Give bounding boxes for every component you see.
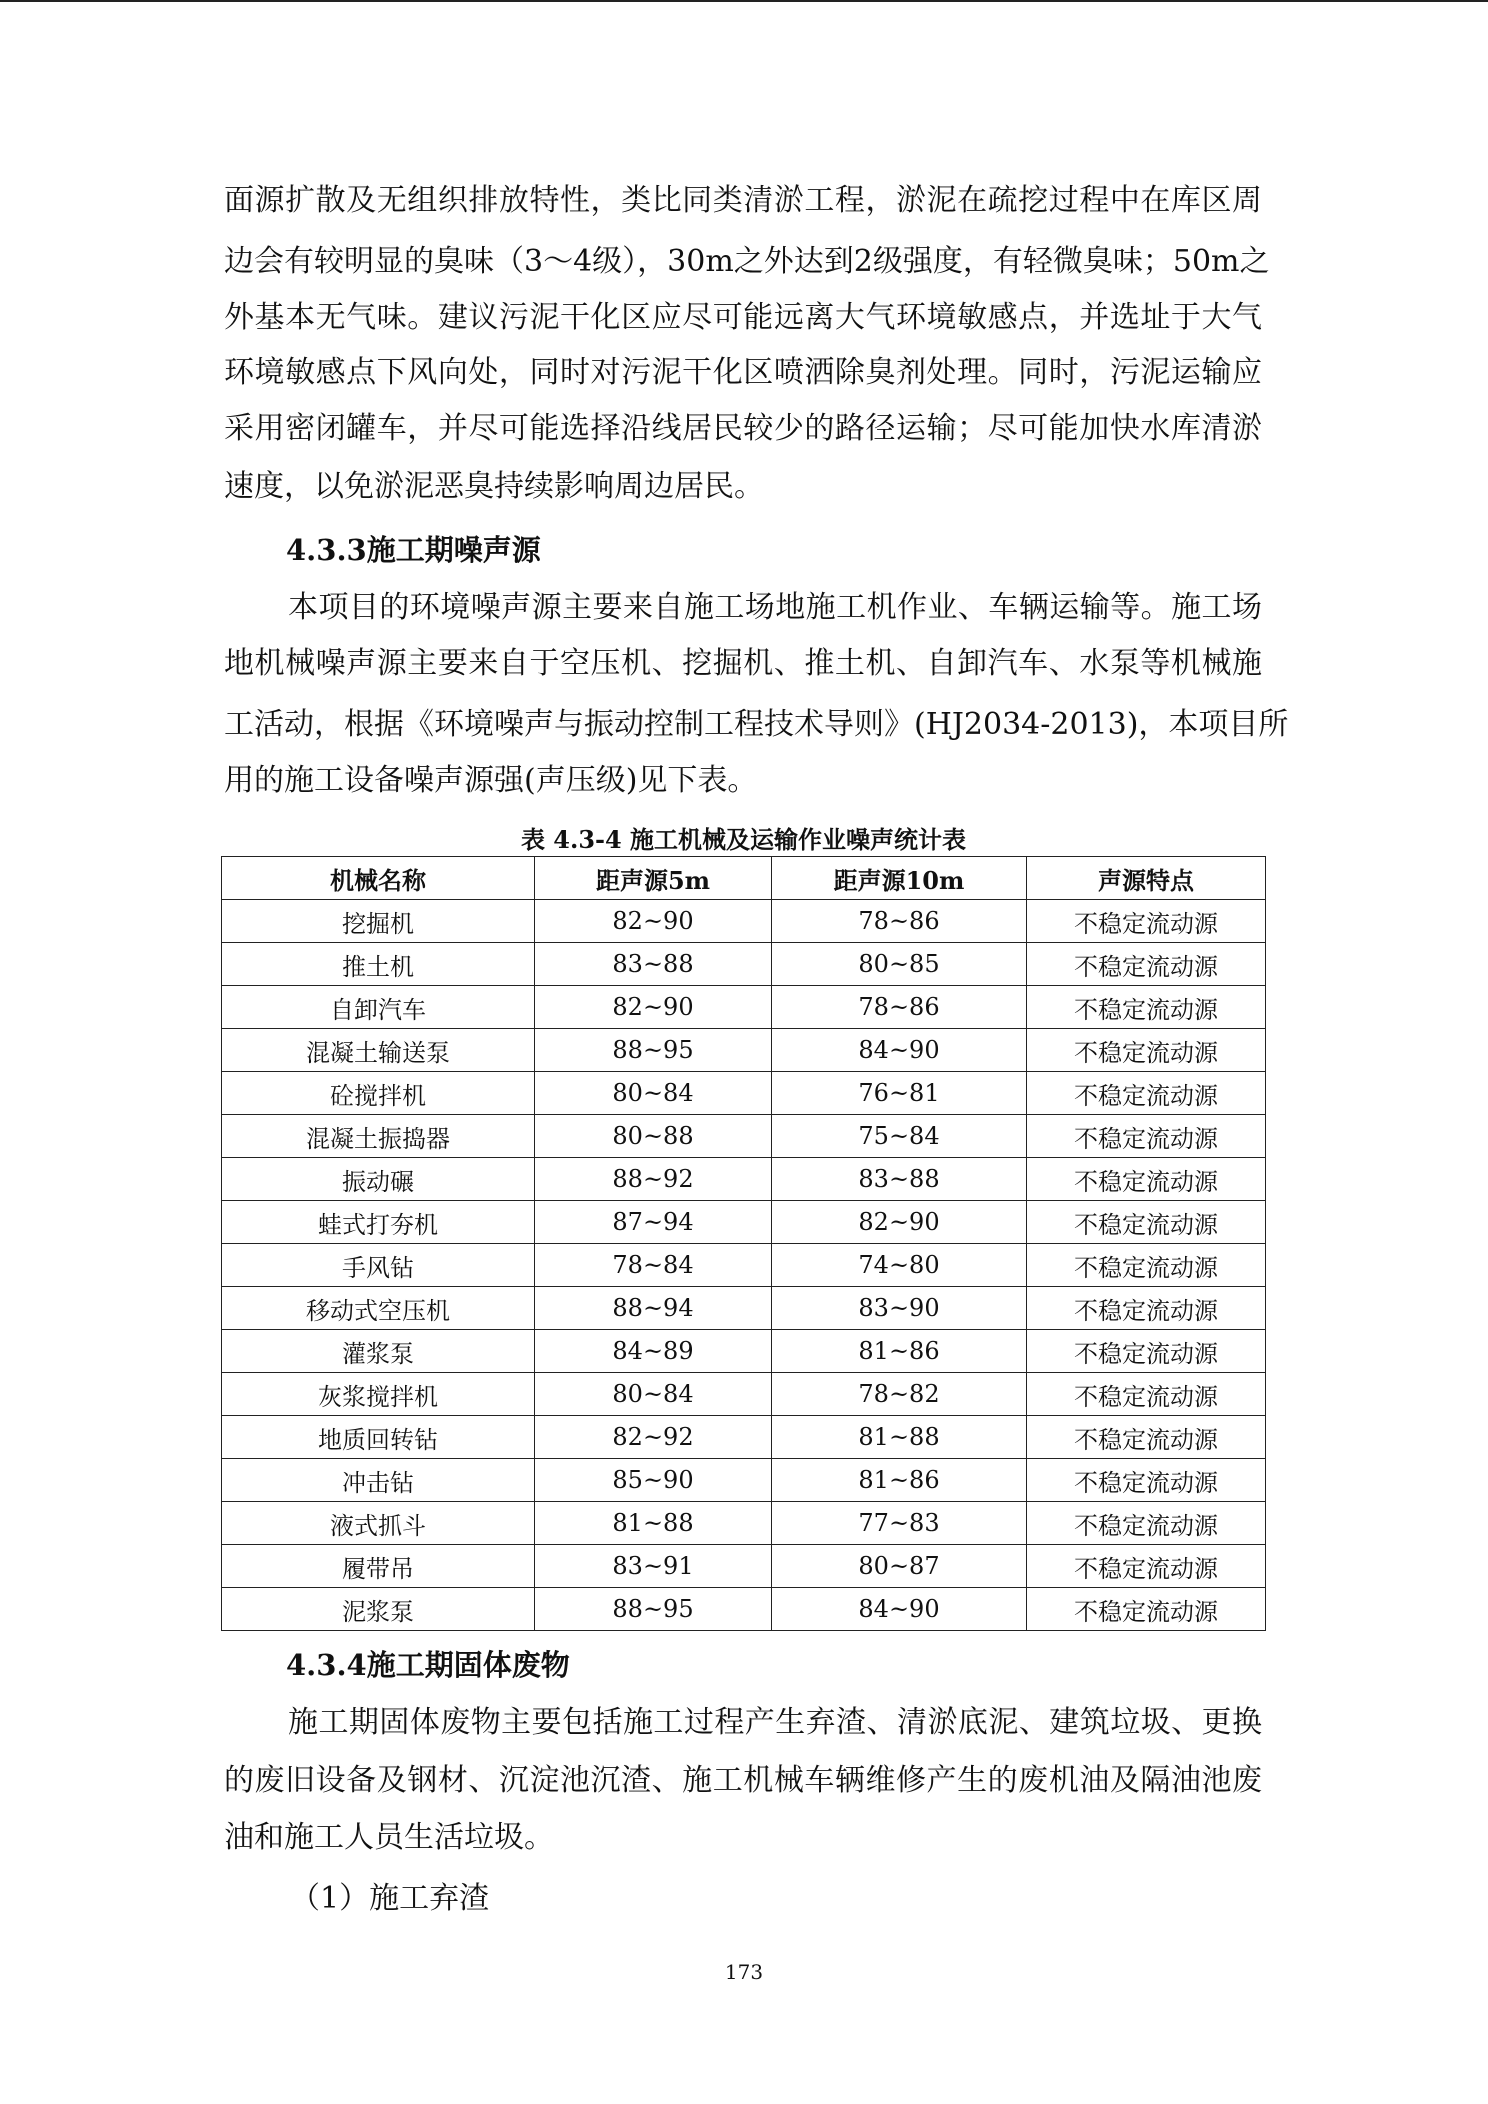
table-cell: 不稳定流动源 bbox=[1027, 1588, 1266, 1631]
table-cell: 冲击钻 bbox=[222, 1459, 535, 1502]
table-cell: 81~88 bbox=[535, 1502, 772, 1545]
table-cell: 泥浆泵 bbox=[222, 1588, 535, 1631]
table-cell: 不稳定流动源 bbox=[1027, 1072, 1266, 1115]
text-line: 边会有较明显的臭味（3～4级），30m之外达到2级强度，有轻微臭味；50m之 bbox=[224, 244, 1270, 279]
table-cell: 78~82 bbox=[772, 1373, 1027, 1416]
table-row bbox=[222, 1545, 1266, 1588]
table-cell: 移动式空压机 bbox=[222, 1287, 535, 1330]
table-cell: 不稳定流动源 bbox=[1027, 1201, 1266, 1244]
table-cell: 混凝土振捣器 bbox=[222, 1115, 535, 1158]
table-cell: 不稳定流动源 bbox=[1027, 1158, 1266, 1201]
table-cell: 84~89 bbox=[535, 1330, 772, 1373]
table-row bbox=[222, 1287, 1266, 1330]
table-cell: 83~88 bbox=[535, 943, 772, 986]
text-line: 环境敏感点下风向处，同时对污泥干化区喷洒除臭剂处理。同时，污泥运输应 bbox=[224, 355, 1262, 390]
table-row bbox=[222, 1158, 1266, 1201]
table-cell: 不稳定流动源 bbox=[1027, 1115, 1266, 1158]
page-top-border bbox=[0, 0, 1488, 2]
table-cell: 81~88 bbox=[772, 1416, 1027, 1459]
table-cell: 87~94 bbox=[535, 1201, 772, 1244]
table-row bbox=[222, 1029, 1266, 1072]
table-cell: 不稳定流动源 bbox=[1027, 986, 1266, 1029]
table-cell: 地质回转钻 bbox=[222, 1416, 535, 1459]
text-line: 面源扩散及无组织排放特性，类比同类清淤工程，淤泥在疏挖过程中在库区周 bbox=[224, 183, 1262, 218]
table-row bbox=[222, 1459, 1266, 1502]
table-cell: 履带吊 bbox=[222, 1545, 535, 1588]
table-row bbox=[222, 1588, 1266, 1631]
table-cell: 81~86 bbox=[772, 1459, 1027, 1502]
table-cell: 74~80 bbox=[772, 1244, 1027, 1287]
table-cell: 81~86 bbox=[772, 1330, 1027, 1373]
table-cell: 灌浆泵 bbox=[222, 1330, 535, 1373]
table-cell: 88~92 bbox=[535, 1158, 772, 1201]
table-cell: 不稳定流动源 bbox=[1027, 1416, 1266, 1459]
column-header: 距声源5m bbox=[535, 857, 772, 900]
table-row bbox=[222, 1072, 1266, 1115]
table-cell: 84~90 bbox=[772, 1588, 1027, 1631]
table-cell: 灰浆搅拌机 bbox=[222, 1373, 535, 1416]
table-cell: 推土机 bbox=[222, 943, 535, 986]
text-line: 外基本无气味。建议污泥干化区应尽可能远离大气环境敏感点，并选址于大气 bbox=[224, 300, 1262, 335]
table-cell: 80~84 bbox=[535, 1072, 772, 1115]
table-cell: 83~91 bbox=[535, 1545, 772, 1588]
table-row bbox=[222, 1201, 1266, 1244]
text-line: 本项目的环境噪声源主要来自施工场地施工机作业、车辆运输等。施工场 bbox=[288, 590, 1262, 625]
table-cell: 不稳定流动源 bbox=[1027, 1244, 1266, 1287]
text-line: 油和施工人员生活垃圾。 bbox=[224, 1820, 554, 1855]
table-cell: 82~90 bbox=[772, 1201, 1027, 1244]
table-row bbox=[222, 986, 1266, 1029]
table-cell: 不稳定流动源 bbox=[1027, 900, 1266, 943]
table-cell: 78~84 bbox=[535, 1244, 772, 1287]
table-cell: 手风钻 bbox=[222, 1244, 535, 1287]
table-cell: 不稳定流动源 bbox=[1027, 1330, 1266, 1373]
table-cell: 76~81 bbox=[772, 1072, 1027, 1115]
table-cell: 85~90 bbox=[535, 1459, 772, 1502]
column-header: 机械名称 bbox=[222, 857, 535, 900]
table-cell: 82~90 bbox=[535, 900, 772, 943]
page-number: 173 bbox=[724, 1960, 764, 1984]
table-cell: 振动碾 bbox=[222, 1158, 535, 1201]
table-cell: 78~86 bbox=[772, 900, 1027, 943]
text-line: 施工期固体废物主要包括施工过程产生弃渣、清淤底泥、建筑垃圾、更换 bbox=[288, 1705, 1262, 1740]
column-header: 声源特点 bbox=[1027, 857, 1266, 900]
table-cell: 88~95 bbox=[535, 1029, 772, 1072]
table-caption: 表 4.3-4 施工机械及运输作业噪声统计表 bbox=[520, 825, 967, 854]
table-cell: 82~92 bbox=[535, 1416, 772, 1459]
text-line: 速度，以免淤泥恶臭持续影响周边居民。 bbox=[224, 469, 764, 504]
table-cell: 82~90 bbox=[535, 986, 772, 1029]
text-line: 工活动，根据《环境噪声与振动控制工程技术导则》(HJ2034-2013)，本项目所 bbox=[224, 707, 1289, 742]
table-cell: 蛙式打夯机 bbox=[222, 1201, 535, 1244]
text-line: 地机械噪声源主要来自于空压机、挖掘机、推土机、自卸汽车、水泵等机械施 bbox=[224, 646, 1262, 681]
table-cell: 挖掘机 bbox=[222, 900, 535, 943]
table-row bbox=[222, 1502, 1266, 1545]
table-cell: 液式抓斗 bbox=[222, 1502, 535, 1545]
table-cell: 自卸汽车 bbox=[222, 986, 535, 1029]
table-row bbox=[222, 1244, 1266, 1287]
section-heading-solid-waste: 4.3.4施工期固体废物 bbox=[286, 1648, 570, 1682]
table-cell: 80~88 bbox=[535, 1115, 772, 1158]
text-line: 用的施工设备噪声源强(声压级)见下表。 bbox=[224, 763, 758, 798]
table-row bbox=[222, 900, 1266, 943]
table-cell: 混凝土输送泵 bbox=[222, 1029, 535, 1072]
text-line: 的废旧设备及钢材、沉淀池沉渣、施工机械车辆维修产生的废机油及隔油池废 bbox=[224, 1763, 1262, 1798]
table-cell: 不稳定流动源 bbox=[1027, 1545, 1266, 1588]
table-cell: 砼搅拌机 bbox=[222, 1072, 535, 1115]
table-cell: 78~86 bbox=[772, 986, 1027, 1029]
table-row bbox=[222, 1330, 1266, 1373]
table-cell: 80~85 bbox=[772, 943, 1027, 986]
table-header-row bbox=[222, 857, 1266, 900]
table-cell: 不稳定流动源 bbox=[1027, 1287, 1266, 1330]
section-heading-noise: 4.3.3施工期噪声源 bbox=[286, 533, 541, 567]
table-cell: 不稳定流动源 bbox=[1027, 1459, 1266, 1502]
table-cell: 不稳定流动源 bbox=[1027, 943, 1266, 986]
table-cell: 88~94 bbox=[535, 1287, 772, 1330]
noise-table bbox=[221, 856, 1266, 1631]
table-row bbox=[222, 943, 1266, 986]
table-row bbox=[222, 1416, 1266, 1459]
table-cell: 80~87 bbox=[772, 1545, 1027, 1588]
table-cell: 88~95 bbox=[535, 1588, 772, 1631]
table-cell: 83~88 bbox=[772, 1158, 1027, 1201]
table-cell: 不稳定流动源 bbox=[1027, 1373, 1266, 1416]
table-cell: 83~90 bbox=[772, 1287, 1027, 1330]
table-cell: 80~84 bbox=[535, 1373, 772, 1416]
table-cell: 不稳定流动源 bbox=[1027, 1502, 1266, 1545]
table-cell: 不稳定流动源 bbox=[1027, 1029, 1266, 1072]
table-cell: 84~90 bbox=[772, 1029, 1027, 1072]
column-header: 距声源10m bbox=[772, 857, 1027, 900]
text-line: 采用密闭罐车，并尽可能选择沿线居民较少的路径运输；尽可能加快水库清淤 bbox=[224, 411, 1262, 446]
table-row bbox=[222, 1373, 1266, 1416]
list-item-construction-spoil: （1）施工弃渣 bbox=[290, 1881, 490, 1916]
table-cell: 77~83 bbox=[772, 1502, 1027, 1545]
table-cell: 75~84 bbox=[772, 1115, 1027, 1158]
table-row bbox=[222, 1115, 1266, 1158]
